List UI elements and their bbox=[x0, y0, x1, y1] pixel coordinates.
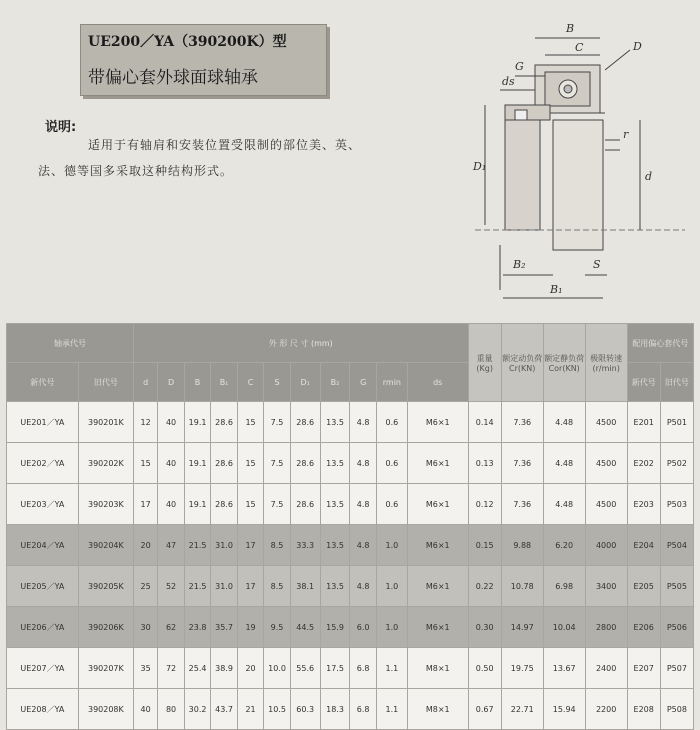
note-heading: 说明: bbox=[45, 120, 77, 135]
table-cell: 4.48 bbox=[543, 484, 585, 525]
header-G: G bbox=[350, 363, 377, 402]
table-cell: 19.75 bbox=[501, 648, 543, 689]
table-cell: 0.15 bbox=[468, 525, 501, 566]
header-S: S bbox=[264, 363, 291, 402]
table-cell: 30 bbox=[134, 607, 158, 648]
header-cr: 额定动负荷 Cr(KN) bbox=[501, 324, 543, 402]
header-d: d bbox=[134, 363, 158, 402]
table-cell: 6.0 bbox=[350, 607, 377, 648]
table-cell: UE203／YA bbox=[7, 484, 79, 525]
table-cell: M6×1 bbox=[407, 607, 468, 648]
table-cell: 1.0 bbox=[376, 607, 407, 648]
table-cell: P502 bbox=[660, 443, 693, 484]
table-cell: 9.88 bbox=[501, 525, 543, 566]
table-cell: 28.6 bbox=[290, 402, 320, 443]
table-cell: 390203K bbox=[78, 484, 133, 525]
table-cell: E205 bbox=[627, 566, 660, 607]
table-cell: 7.36 bbox=[501, 484, 543, 525]
table-cell: 60.3 bbox=[290, 689, 320, 730]
header-speed: 极限转速 (r/min) bbox=[585, 324, 627, 402]
table-cell: 390204K bbox=[78, 525, 133, 566]
table-cell: 28.6 bbox=[211, 443, 238, 484]
table-cell: 23.8 bbox=[184, 607, 211, 648]
table-cell: 52 bbox=[158, 566, 185, 607]
table-cell: UE207／YA bbox=[7, 648, 79, 689]
table-cell: UE204／YA bbox=[7, 525, 79, 566]
table-cell: UE201／YA bbox=[7, 402, 79, 443]
table-cell: P501 bbox=[660, 402, 693, 443]
table-cell: 40 bbox=[158, 484, 185, 525]
table-cell: 20 bbox=[134, 525, 158, 566]
table-cell: E203 bbox=[627, 484, 660, 525]
header-B: B bbox=[184, 363, 211, 402]
table-cell: 12 bbox=[134, 402, 158, 443]
title-box bbox=[80, 24, 327, 96]
table-cell: 7.5 bbox=[264, 484, 291, 525]
table-cell: 0.6 bbox=[376, 484, 407, 525]
label-B1: B₁ bbox=[550, 283, 563, 296]
label-S: S bbox=[593, 258, 601, 271]
table-cell: 19.1 bbox=[184, 443, 211, 484]
table-cell: 10.5 bbox=[264, 689, 291, 730]
table-cell: 47 bbox=[158, 525, 185, 566]
table-row bbox=[7, 484, 694, 525]
table-cell: 13.5 bbox=[320, 566, 350, 607]
table-cell: 10.04 bbox=[543, 607, 585, 648]
label-r: r bbox=[623, 128, 629, 141]
table-cell: 28.6 bbox=[211, 484, 238, 525]
table-cell: 28.6 bbox=[290, 484, 320, 525]
header-rmin: rmin bbox=[376, 363, 407, 402]
spec-table-body bbox=[7, 402, 694, 730]
table-cell: 13.5 bbox=[320, 525, 350, 566]
table-cell: 35 bbox=[134, 648, 158, 689]
table-row bbox=[7, 648, 694, 689]
table-cell: M8×1 bbox=[407, 689, 468, 730]
table-cell: 4.8 bbox=[350, 402, 377, 443]
table-cell: 21.5 bbox=[184, 566, 211, 607]
table-cell: 21.5 bbox=[184, 525, 211, 566]
table-cell: 25.4 bbox=[184, 648, 211, 689]
table-cell: 31.0 bbox=[211, 525, 238, 566]
header-B2: B₂ bbox=[320, 363, 350, 402]
table-cell: 2400 bbox=[585, 648, 627, 689]
header-new-code: 新代号 bbox=[7, 363, 79, 402]
table-cell: 38.9 bbox=[211, 648, 238, 689]
table-cell: UE205／YA bbox=[7, 566, 79, 607]
table-cell: E206 bbox=[627, 607, 660, 648]
table-cell: 390202K bbox=[78, 443, 133, 484]
table-cell: M8×1 bbox=[407, 648, 468, 689]
table-cell: M6×1 bbox=[407, 402, 468, 443]
table-cell: E202 bbox=[627, 443, 660, 484]
table-cell: 15.9 bbox=[320, 607, 350, 648]
table-cell: 0.12 bbox=[468, 484, 501, 525]
table-cell: 13.67 bbox=[543, 648, 585, 689]
label-D: D bbox=[633, 40, 642, 53]
table-cell: 13.5 bbox=[320, 443, 350, 484]
table-cell: 55.6 bbox=[290, 648, 320, 689]
table-cell: 4.8 bbox=[350, 525, 377, 566]
table-cell: 390206K bbox=[78, 607, 133, 648]
header-sleeve-new: 新代号 bbox=[627, 363, 660, 402]
table-cell: 22.71 bbox=[501, 689, 543, 730]
table-cell: 44.5 bbox=[290, 607, 320, 648]
table-cell: 390201K bbox=[78, 402, 133, 443]
note-text: 适用于有轴肩和安装位置受限制的部位美、英、法、德等国多采取这种结构形式。 bbox=[38, 138, 362, 178]
table-cell: UE202／YA bbox=[7, 443, 79, 484]
table-cell: 20 bbox=[237, 648, 264, 689]
table-cell: 33.3 bbox=[290, 525, 320, 566]
header-sleeve: 配用偏心套代号 bbox=[627, 324, 693, 363]
table-row bbox=[7, 566, 694, 607]
table-row bbox=[7, 443, 694, 484]
table-cell: 14.97 bbox=[501, 607, 543, 648]
table-cell: 4000 bbox=[585, 525, 627, 566]
table-cell: 28.6 bbox=[211, 402, 238, 443]
table-cell: E201 bbox=[627, 402, 660, 443]
header-old-code: 旧代号 bbox=[78, 363, 133, 402]
table-cell: P505 bbox=[660, 566, 693, 607]
table-cell: 10.0 bbox=[264, 648, 291, 689]
table-cell: 0.6 bbox=[376, 443, 407, 484]
table-cell: 28.6 bbox=[290, 443, 320, 484]
table-cell: 40 bbox=[158, 443, 185, 484]
label-d: d bbox=[645, 170, 653, 183]
table-cell: 15 bbox=[237, 484, 264, 525]
table-cell: 30.2 bbox=[184, 689, 211, 730]
table-cell: 4.8 bbox=[350, 566, 377, 607]
table-cell: 1.0 bbox=[376, 525, 407, 566]
table-cell: 0.30 bbox=[468, 607, 501, 648]
table-cell: 40 bbox=[134, 689, 158, 730]
table-cell: 4500 bbox=[585, 443, 627, 484]
table-cell: E204 bbox=[627, 525, 660, 566]
table-cell: 17 bbox=[134, 484, 158, 525]
table-cell: 4.8 bbox=[350, 443, 377, 484]
header-cor: 额定静负荷 Cor(KN) bbox=[543, 324, 585, 402]
table-cell: 8.5 bbox=[264, 566, 291, 607]
table-cell: 6.8 bbox=[350, 648, 377, 689]
table-cell: 17.5 bbox=[320, 648, 350, 689]
table-cell: E208 bbox=[627, 689, 660, 730]
table-cell: 0.6 bbox=[376, 402, 407, 443]
label-B: B bbox=[566, 22, 575, 35]
table-cell: 390207K bbox=[78, 648, 133, 689]
table-cell: 0.67 bbox=[468, 689, 501, 730]
table-cell: UE206／YA bbox=[7, 607, 79, 648]
table-cell: 21 bbox=[237, 689, 264, 730]
label-D1: D₁ bbox=[473, 160, 487, 173]
header-dimensions: 外 形 尺 寸 (mm) bbox=[134, 324, 469, 363]
table-cell: 6.20 bbox=[543, 525, 585, 566]
table-cell: E207 bbox=[627, 648, 660, 689]
table-cell: 4500 bbox=[585, 402, 627, 443]
table-cell: 7.36 bbox=[501, 443, 543, 484]
table-row bbox=[7, 402, 694, 443]
table-cell: 8.5 bbox=[264, 525, 291, 566]
table-cell: 1.1 bbox=[376, 689, 407, 730]
table-cell: 9.5 bbox=[264, 607, 291, 648]
header-weight: 重量 (Kg) bbox=[468, 324, 501, 402]
table-cell: 0.50 bbox=[468, 648, 501, 689]
table-cell: 2800 bbox=[585, 607, 627, 648]
table-cell: P508 bbox=[660, 689, 693, 730]
table-cell: 19.1 bbox=[184, 402, 211, 443]
table-cell: 7.5 bbox=[264, 443, 291, 484]
table-cell: 18.3 bbox=[320, 689, 350, 730]
table-cell: P507 bbox=[660, 648, 693, 689]
table-cell: 390205K bbox=[78, 566, 133, 607]
table-cell: 0.13 bbox=[468, 443, 501, 484]
header-ds: ds bbox=[407, 363, 468, 402]
table-cell: 15 bbox=[237, 443, 264, 484]
table-cell: 15 bbox=[237, 402, 264, 443]
table-cell: 19.1 bbox=[184, 484, 211, 525]
label-G: G bbox=[515, 60, 524, 73]
table-cell: 4.8 bbox=[350, 484, 377, 525]
table-cell: 3400 bbox=[585, 566, 627, 607]
table-cell: P504 bbox=[660, 525, 693, 566]
table-cell: 13.5 bbox=[320, 402, 350, 443]
table-cell: 13.5 bbox=[320, 484, 350, 525]
table-cell: 17 bbox=[237, 566, 264, 607]
table-cell: 10.78 bbox=[501, 566, 543, 607]
title-model: UE200／YA（390200K）型 bbox=[88, 34, 287, 50]
table-cell: 4500 bbox=[585, 484, 627, 525]
table-cell: UE208／YA bbox=[7, 689, 79, 730]
header-D1: D₁ bbox=[290, 363, 320, 402]
title-name: 带偏心套外球面球轴承 bbox=[88, 68, 258, 88]
table-cell: 40 bbox=[158, 402, 185, 443]
header-D: D bbox=[158, 363, 185, 402]
label-ds: ds bbox=[502, 75, 515, 88]
table-cell: 4.48 bbox=[543, 402, 585, 443]
table-cell: 6.8 bbox=[350, 689, 377, 730]
table-cell: 19 bbox=[237, 607, 264, 648]
table-row bbox=[7, 525, 694, 566]
table-cell: M6×1 bbox=[407, 443, 468, 484]
table-cell: 7.5 bbox=[264, 402, 291, 443]
table-cell: 38.1 bbox=[290, 566, 320, 607]
table-cell: M6×1 bbox=[407, 484, 468, 525]
table-cell: 25 bbox=[134, 566, 158, 607]
table-cell: 43.7 bbox=[211, 689, 238, 730]
table-cell: 1.0 bbox=[376, 566, 407, 607]
table-cell: 80 bbox=[158, 689, 185, 730]
table-cell: 15 bbox=[134, 443, 158, 484]
table-cell: 390208K bbox=[78, 689, 133, 730]
label-B2: B₂ bbox=[513, 258, 526, 271]
table-cell: 62 bbox=[158, 607, 185, 648]
table-cell: 2200 bbox=[585, 689, 627, 730]
table-cell: P503 bbox=[660, 484, 693, 525]
spec-table-wrap bbox=[6, 323, 694, 730]
spec-table bbox=[6, 323, 694, 730]
table-cell: 72 bbox=[158, 648, 185, 689]
table-cell: 31.0 bbox=[211, 566, 238, 607]
table-row bbox=[7, 607, 694, 648]
header-B1: B₁ bbox=[211, 363, 238, 402]
table-cell: 6.98 bbox=[543, 566, 585, 607]
table-cell: 0.22 bbox=[468, 566, 501, 607]
table-cell: 1.1 bbox=[376, 648, 407, 689]
table-cell: 4.48 bbox=[543, 443, 585, 484]
table-cell: 17 bbox=[237, 525, 264, 566]
table-cell: 0.14 bbox=[468, 402, 501, 443]
header-bearing-code: 轴承代号 bbox=[7, 324, 134, 363]
table-cell: 35.7 bbox=[211, 607, 238, 648]
table-cell: P506 bbox=[660, 607, 693, 648]
table-cell: 15.94 bbox=[543, 689, 585, 730]
table-cell: M6×1 bbox=[407, 525, 468, 566]
header-sleeve-old: 旧代号 bbox=[660, 363, 693, 402]
label-C: C bbox=[575, 41, 584, 54]
bearing-diagram bbox=[445, 10, 695, 300]
table-cell: 7.36 bbox=[501, 402, 543, 443]
table-row bbox=[7, 689, 694, 730]
table-cell: M6×1 bbox=[407, 566, 468, 607]
header-C: C bbox=[237, 363, 264, 402]
